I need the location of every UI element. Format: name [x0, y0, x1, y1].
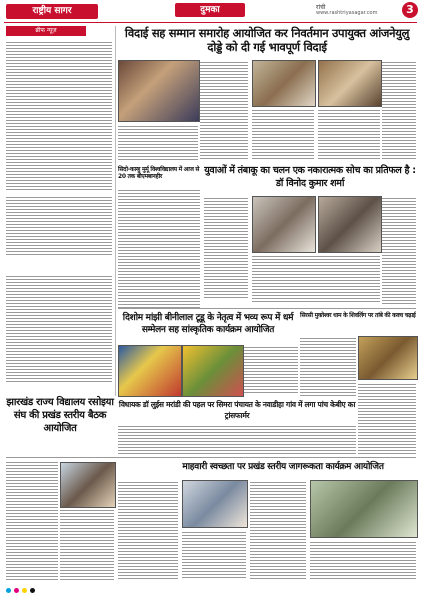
page-number: 3	[402, 2, 418, 18]
farewell-text-col-3	[252, 108, 314, 160]
magenta-dot	[14, 588, 19, 593]
farewell-text-col-5	[118, 124, 198, 160]
cyan-dot	[6, 588, 11, 593]
brief-subhead	[6, 258, 112, 272]
mla-text	[118, 424, 356, 454]
hygiene-text-1	[118, 480, 178, 580]
hygiene-text-3	[250, 480, 306, 580]
tobacco-photo-1	[252, 196, 316, 253]
tobacco-text-2	[382, 196, 416, 306]
headline-tobacco: युवाओं में तंबाकू का चलन एक नकारात्मक सोच का प्रतिफल है : डॉ विनोद कुमार शर्मा	[204, 165, 416, 189]
column-rule	[115, 26, 116, 396]
jharkhand-text-1	[6, 460, 58, 580]
lower-divider	[6, 457, 416, 458]
hygiene-photo-1	[182, 480, 248, 528]
jharkhand-text-2	[60, 508, 114, 580]
headline-hygiene: माहवारी स्वच्छता पर प्रखंड स्तरीय जागरूकता कार्यक्रम आयोजित	[182, 462, 384, 472]
dishom-photo-2	[182, 345, 244, 397]
section-label: दुमका	[175, 3, 245, 17]
headline-farewell: विदाई सह सम्मान समारोह आयोजित कर निवर्तमान उपायुक्त आंजनेयुलु दोड्डे को दी गई भावपूर्ण विदाई	[124, 26, 410, 54]
brief-text-3	[6, 274, 112, 384]
hygiene-text-4	[310, 540, 416, 580]
headline-dishom: दिशोम मांझी बीनीलाल टूडू के नेतृत्व में भव्य रूप में धर्म सम्मेलन सह सांस्कृतिक कार्यक्रम आयोजित	[122, 313, 294, 335]
brief-text-1	[6, 40, 112, 190]
farewell-text-col-1	[200, 60, 248, 160]
headline-jharkhand: झारखंड राज्य विद्यालय रसोइया संघ की प्रखंड स्तरीय बैठक आयोजित	[6, 397, 114, 434]
farewell-photo-3	[318, 60, 382, 107]
black-dot	[30, 588, 35, 593]
brief-text-2	[6, 195, 112, 255]
tobacco-photo-2	[318, 196, 382, 253]
jharkhand-photo	[60, 462, 116, 508]
header-divider	[4, 22, 417, 23]
hygiene-photo-2	[310, 480, 418, 538]
shivlinga-text-2	[358, 382, 416, 454]
farewell-text-col-4	[318, 108, 380, 160]
university-text	[118, 188, 200, 308]
farewell-photo-1	[118, 60, 200, 122]
shivlinga-photo	[358, 336, 418, 380]
tobacco-text-1	[204, 196, 248, 300]
headline-university: सिदो-कान्हु मुर्मू विश्वविद्यालय में आज से 20 तक बीएमबानहीर	[118, 166, 200, 180]
website: www.rashtriyasagar.com	[316, 10, 378, 16]
yellow-dot	[22, 588, 27, 593]
brief-news-label: ब्रीफ न्यूज़	[6, 26, 86, 36]
headline-mla: विधायक डॉ लुईस मरांडी की पहल पर सिमरा पंचायत के नवाडीहा गांव में लगा पांच केबीए का ट्रांसफार्मर	[118, 400, 356, 420]
mid-divider	[118, 308, 416, 309]
edition-city: रांची	[316, 4, 326, 11]
paper-name: राष्ट्रीय सागर	[6, 4, 98, 19]
headline-shivlinga: सिरसी मुक्तेश्वर धाम के शिवलिंग पर तांबे की कवच चढ़ाई	[300, 312, 416, 319]
farewell-photo-2	[252, 60, 316, 107]
shivlinga-text-1	[300, 336, 356, 396]
masthead	[0, 0, 421, 22]
dishom-text	[244, 345, 298, 395]
hygiene-text-2	[182, 530, 246, 580]
dishom-photo-1	[118, 345, 182, 397]
tobacco-text-3	[252, 254, 380, 302]
footer-strip	[0, 585, 421, 595]
farewell-text-col-2	[382, 60, 416, 160]
